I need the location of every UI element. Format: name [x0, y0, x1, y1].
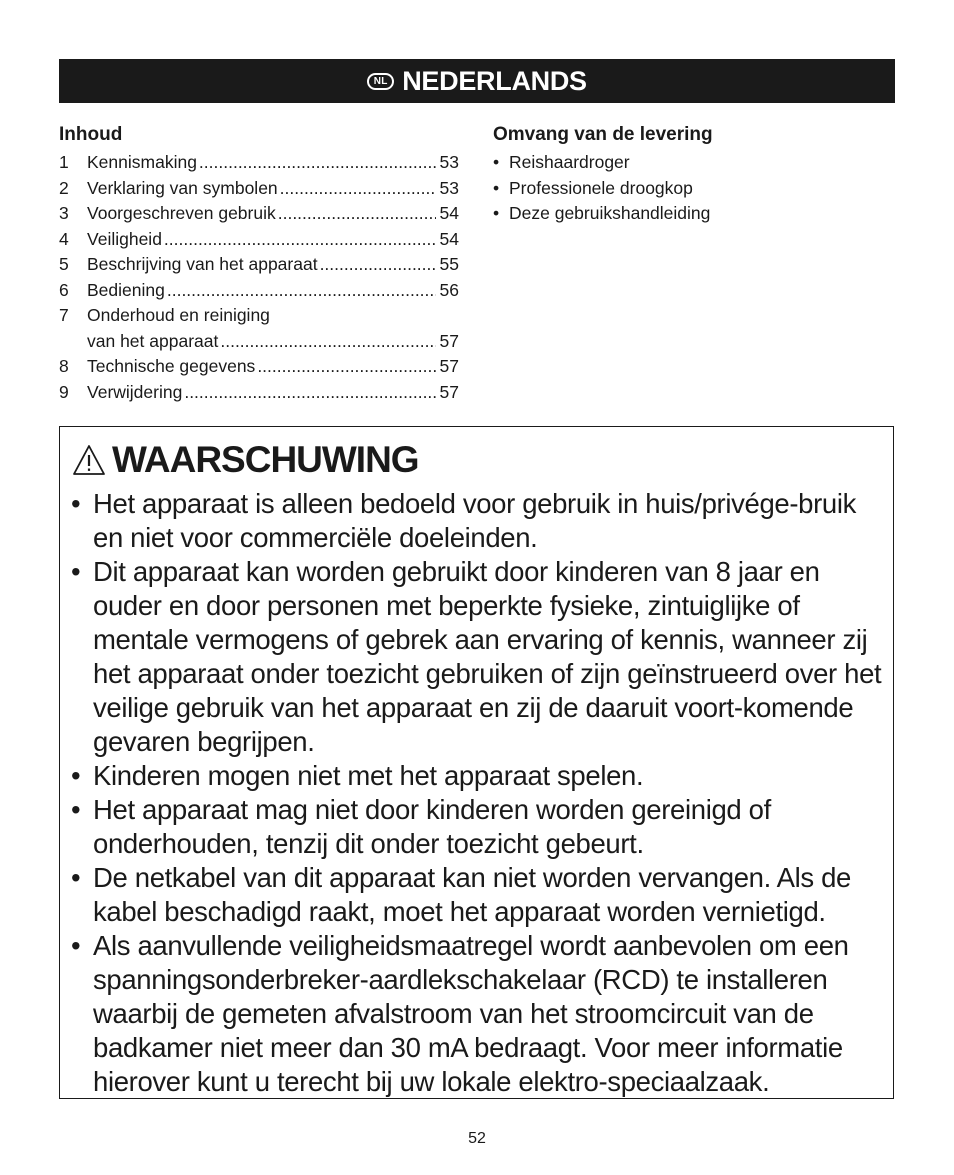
toc-item [59, 227, 459, 253]
bullet-icon: • [493, 203, 500, 223]
warning-list [71, 487, 887, 1099]
warning-triangle-icon [72, 444, 106, 476]
toc-item-page: 57 [439, 330, 459, 351]
bullet-icon: • [71, 794, 81, 825]
toc-item-number: 2 [59, 177, 69, 198]
toc-item [59, 354, 459, 380]
toc-leader-dots [320, 252, 436, 278]
toc-leader-dots [257, 354, 435, 380]
toc-heading: Inhoud [59, 124, 123, 145]
toc-item [59, 380, 459, 406]
language-header [59, 59, 895, 103]
scope-item-label: Reishaardroger [509, 152, 630, 172]
bullet-icon: • [71, 760, 81, 791]
list-item [493, 176, 893, 202]
toc-item-label: van het apparaat [87, 330, 219, 351]
toc-leader-dots [164, 227, 436, 253]
toc-item-page: 57 [439, 381, 459, 402]
warning-box [59, 426, 894, 1099]
warning-item [71, 861, 887, 929]
warning-title [72, 439, 419, 481]
toc-item-number: 6 [59, 279, 69, 300]
list-item [493, 201, 893, 227]
toc-item-page: 55 [439, 254, 459, 274]
toc-item-page: 53 [439, 152, 459, 172]
bullet-icon: • [71, 862, 81, 893]
toc-item-page: 54 [439, 203, 459, 223]
toc-item [59, 252, 459, 278]
toc-item-continuation [59, 329, 459, 355]
toc-item-page: 56 [439, 279, 459, 300]
language-badge: NL [367, 73, 394, 90]
toc-item-label: Technische gegevens [87, 356, 256, 376]
toc-item-page: 57 [439, 356, 459, 376]
warning-item [71, 793, 887, 861]
toc-item [59, 201, 459, 227]
toc-leader-dots [220, 329, 435, 355]
toc-leader-dots [199, 150, 436, 176]
toc-item [59, 150, 459, 176]
toc-item [59, 303, 459, 329]
toc-leader-dots [280, 176, 436, 202]
warning-item [71, 929, 887, 1099]
warning-item-text: De netkabel van dit apparaat kan niet worden vervangen. Als de kabel beschadigd raakt, moet het apparaat worden vernietigd. [93, 862, 851, 927]
warning-item-text: Het apparaat mag niet door kinderen worden gereinigd of onderhouden, tenzij dit onder toezicht gebeurt. [93, 794, 771, 859]
toc-item-label: Veiligheid [87, 228, 162, 249]
scope-item-label: Deze gebruikshandleiding [509, 203, 711, 223]
bullet-icon: • [493, 152, 500, 172]
warning-item-text: Kinderen mogen niet met het apparaat spelen. [93, 760, 644, 791]
bullet-icon: • [71, 488, 81, 519]
toc-item-number: 8 [59, 356, 69, 376]
warning-item [71, 487, 887, 555]
toc-item-number: 1 [59, 152, 69, 172]
toc-item-label: Beschrijving van het apparaat [87, 254, 318, 274]
bullet-icon: • [71, 556, 81, 587]
list-item [493, 150, 893, 176]
toc-item-number: 5 [59, 254, 69, 274]
toc-item-label: Verwijdering [87, 381, 183, 402]
toc-item-label: Kennismaking [87, 152, 197, 172]
toc-item [59, 278, 459, 304]
warning-item-text: Dit apparaat kan worden gebruikt door kinderen van 8 jaar en ouder en door personen met beperkte fysieke, zintuiglijke of mentale vermogens of gebrek aan ervaring of kennis, wanneer zij het apparaat onder toezicht gebruiken of zijn geïnstrueerd over het veilige gebruik van het apparaat en zij de daaruit voort-komende gevaren begrijpen. [93, 556, 882, 757]
toc-item-number: 9 [59, 381, 69, 402]
table-of-contents [59, 124, 459, 405]
warning-item [71, 759, 887, 793]
language-title: NEDERLANDS [402, 65, 587, 96]
scope-item-label: Professionele droogkop [509, 177, 693, 198]
toc-item-label: Bediening [87, 279, 165, 300]
delivery-scope [493, 124, 893, 227]
toc-item-page: 53 [439, 177, 459, 198]
toc-leader-dots [167, 278, 436, 304]
toc-item-page: 54 [439, 228, 459, 249]
toc-item-number: 3 [59, 203, 69, 223]
scope-heading: Omvang van de levering [493, 124, 713, 145]
toc-item-label: Verklaring van symbolen [87, 177, 278, 198]
bullet-icon: • [493, 177, 500, 198]
toc-item [59, 176, 459, 202]
toc-item-number: 4 [59, 228, 69, 249]
toc-leader-dots [278, 201, 436, 227]
toc-item-number: 7 [59, 305, 69, 325]
warning-title-text: WAARSCHUWING [112, 439, 419, 480]
warning-item-text: Het apparaat is alleen bedoeld voor gebruik in huis/privége-bruik en niet voor commerciële doeleinden. [93, 488, 857, 553]
bullet-icon: • [71, 930, 81, 961]
warning-item [71, 555, 887, 759]
toc-item-label: Voorgeschreven gebruik [87, 203, 276, 223]
warning-item-text: Als aanvullende veiligheidsmaatregel wordt aanbevolen om een spanningsonderbreker-aardlekschakelaar (RCD) te installeren waarbij de gemeten afvalstroom van het stroomcircuit van de badkamer niet meer dan 30 mA bedraagt. Voor meer informatie hierover kunt u terecht bij uw lokale elektro-speciaalzaak. [93, 930, 849, 1097]
page-number: 52 [468, 1130, 486, 1147]
toc-item-label: Onderhoud en reiniging [87, 305, 270, 325]
toc-leader-dots [184, 380, 435, 406]
